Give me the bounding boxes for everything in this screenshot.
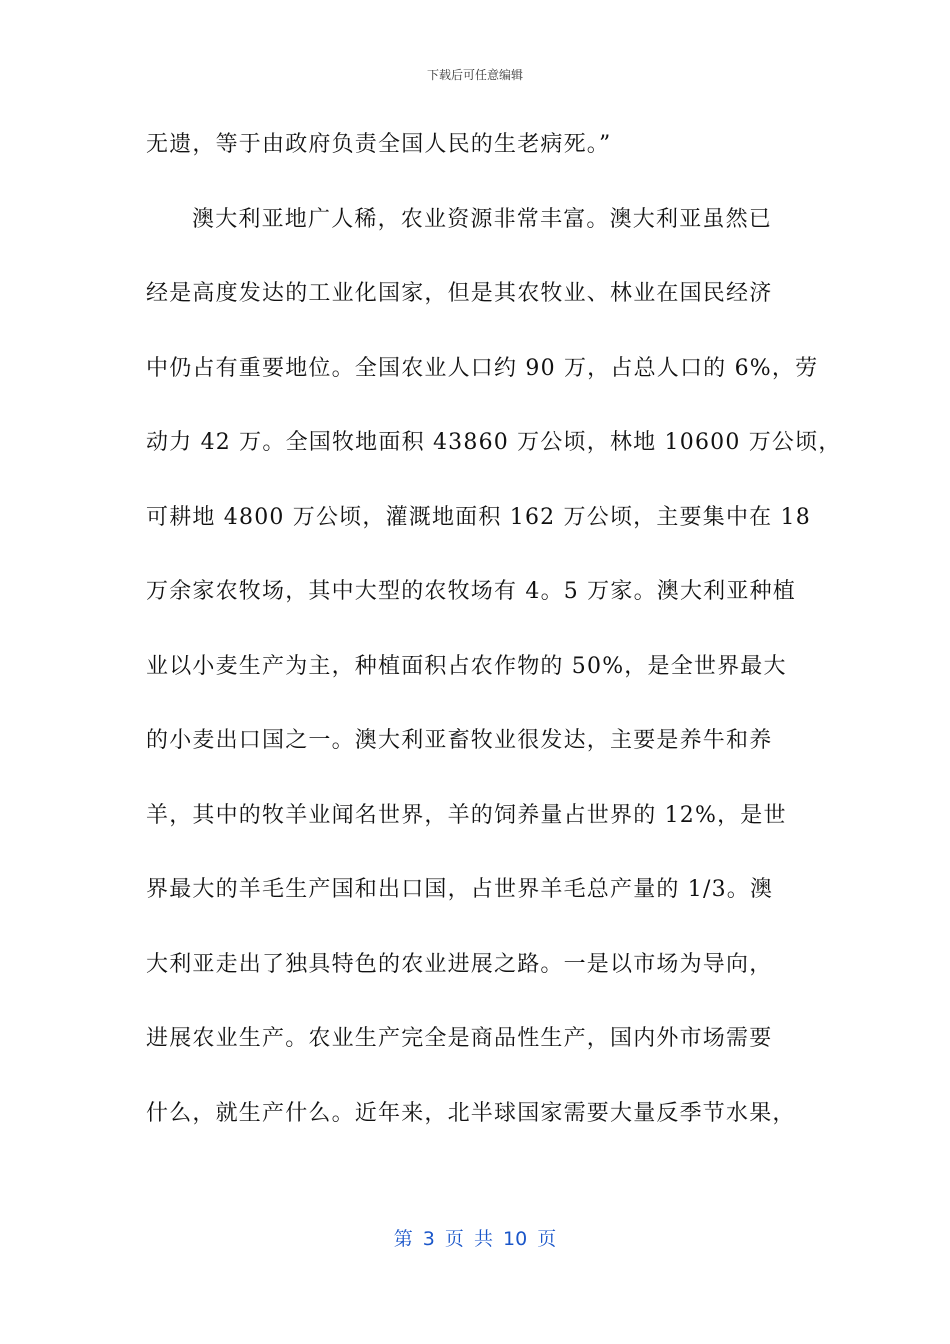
text-line: 什么，就生产什么。近年来，北半球国家需要大量反季节水果， [146,1100,796,1126]
page-footer: 第 3 页 共 10 页 [393,1228,557,1250]
text-line: 界最大的羊毛生产国和出口国，占世界羊毛总产量的 1/3。澳 [146,877,774,902]
text-line: 无遗，等于由政府负责全国人民的生老病死。” [146,132,612,157]
text-line: 进展农业生产。农业生产完全是商品性生产，国内外市场需要 [146,1026,773,1051]
text-line: 大利亚走出了独具特色的农业进展之路。一是以市场为导向， [146,951,773,977]
text-line: 经是高度发达的工业化国家，但是其农牧业、林业在国民经济 [146,281,773,306]
text-line: 澳大利亚地广人稀，农业资源非常丰富。澳大利亚虽然已 [192,206,773,232]
page-header: 下载后可任意编辑 [426,68,523,82]
text-line: 的小麦出口国之一。澳大利亚畜牧业很发达，主要是养牛和养 [146,728,773,753]
text-line: 业以小麦生产为主，种植面积占农作物的 50%，是全世界最大 [146,653,787,679]
document-body [146,122,842,1165]
text-line: 中仍占有重要地位。全国农业人口约 90 万，占总人口的 6%，劳 [146,355,819,381]
text-line: 可耕地 4800 万公顷，灌溉地面积 162 万公顷，主要集中在 18 [146,504,811,530]
text-line: 羊，其中的牧羊业闻名世界，羊的饲养量占世界的 12%，是世 [146,802,787,828]
text-line: 万余家农牧场，其中大型的农牧场有 4。5 万家。澳大利亚种植 [146,579,796,604]
text-line: 动力 42 万。全国牧地面积 43860 万公顷，林地 10600 万公顷， [146,430,842,455]
